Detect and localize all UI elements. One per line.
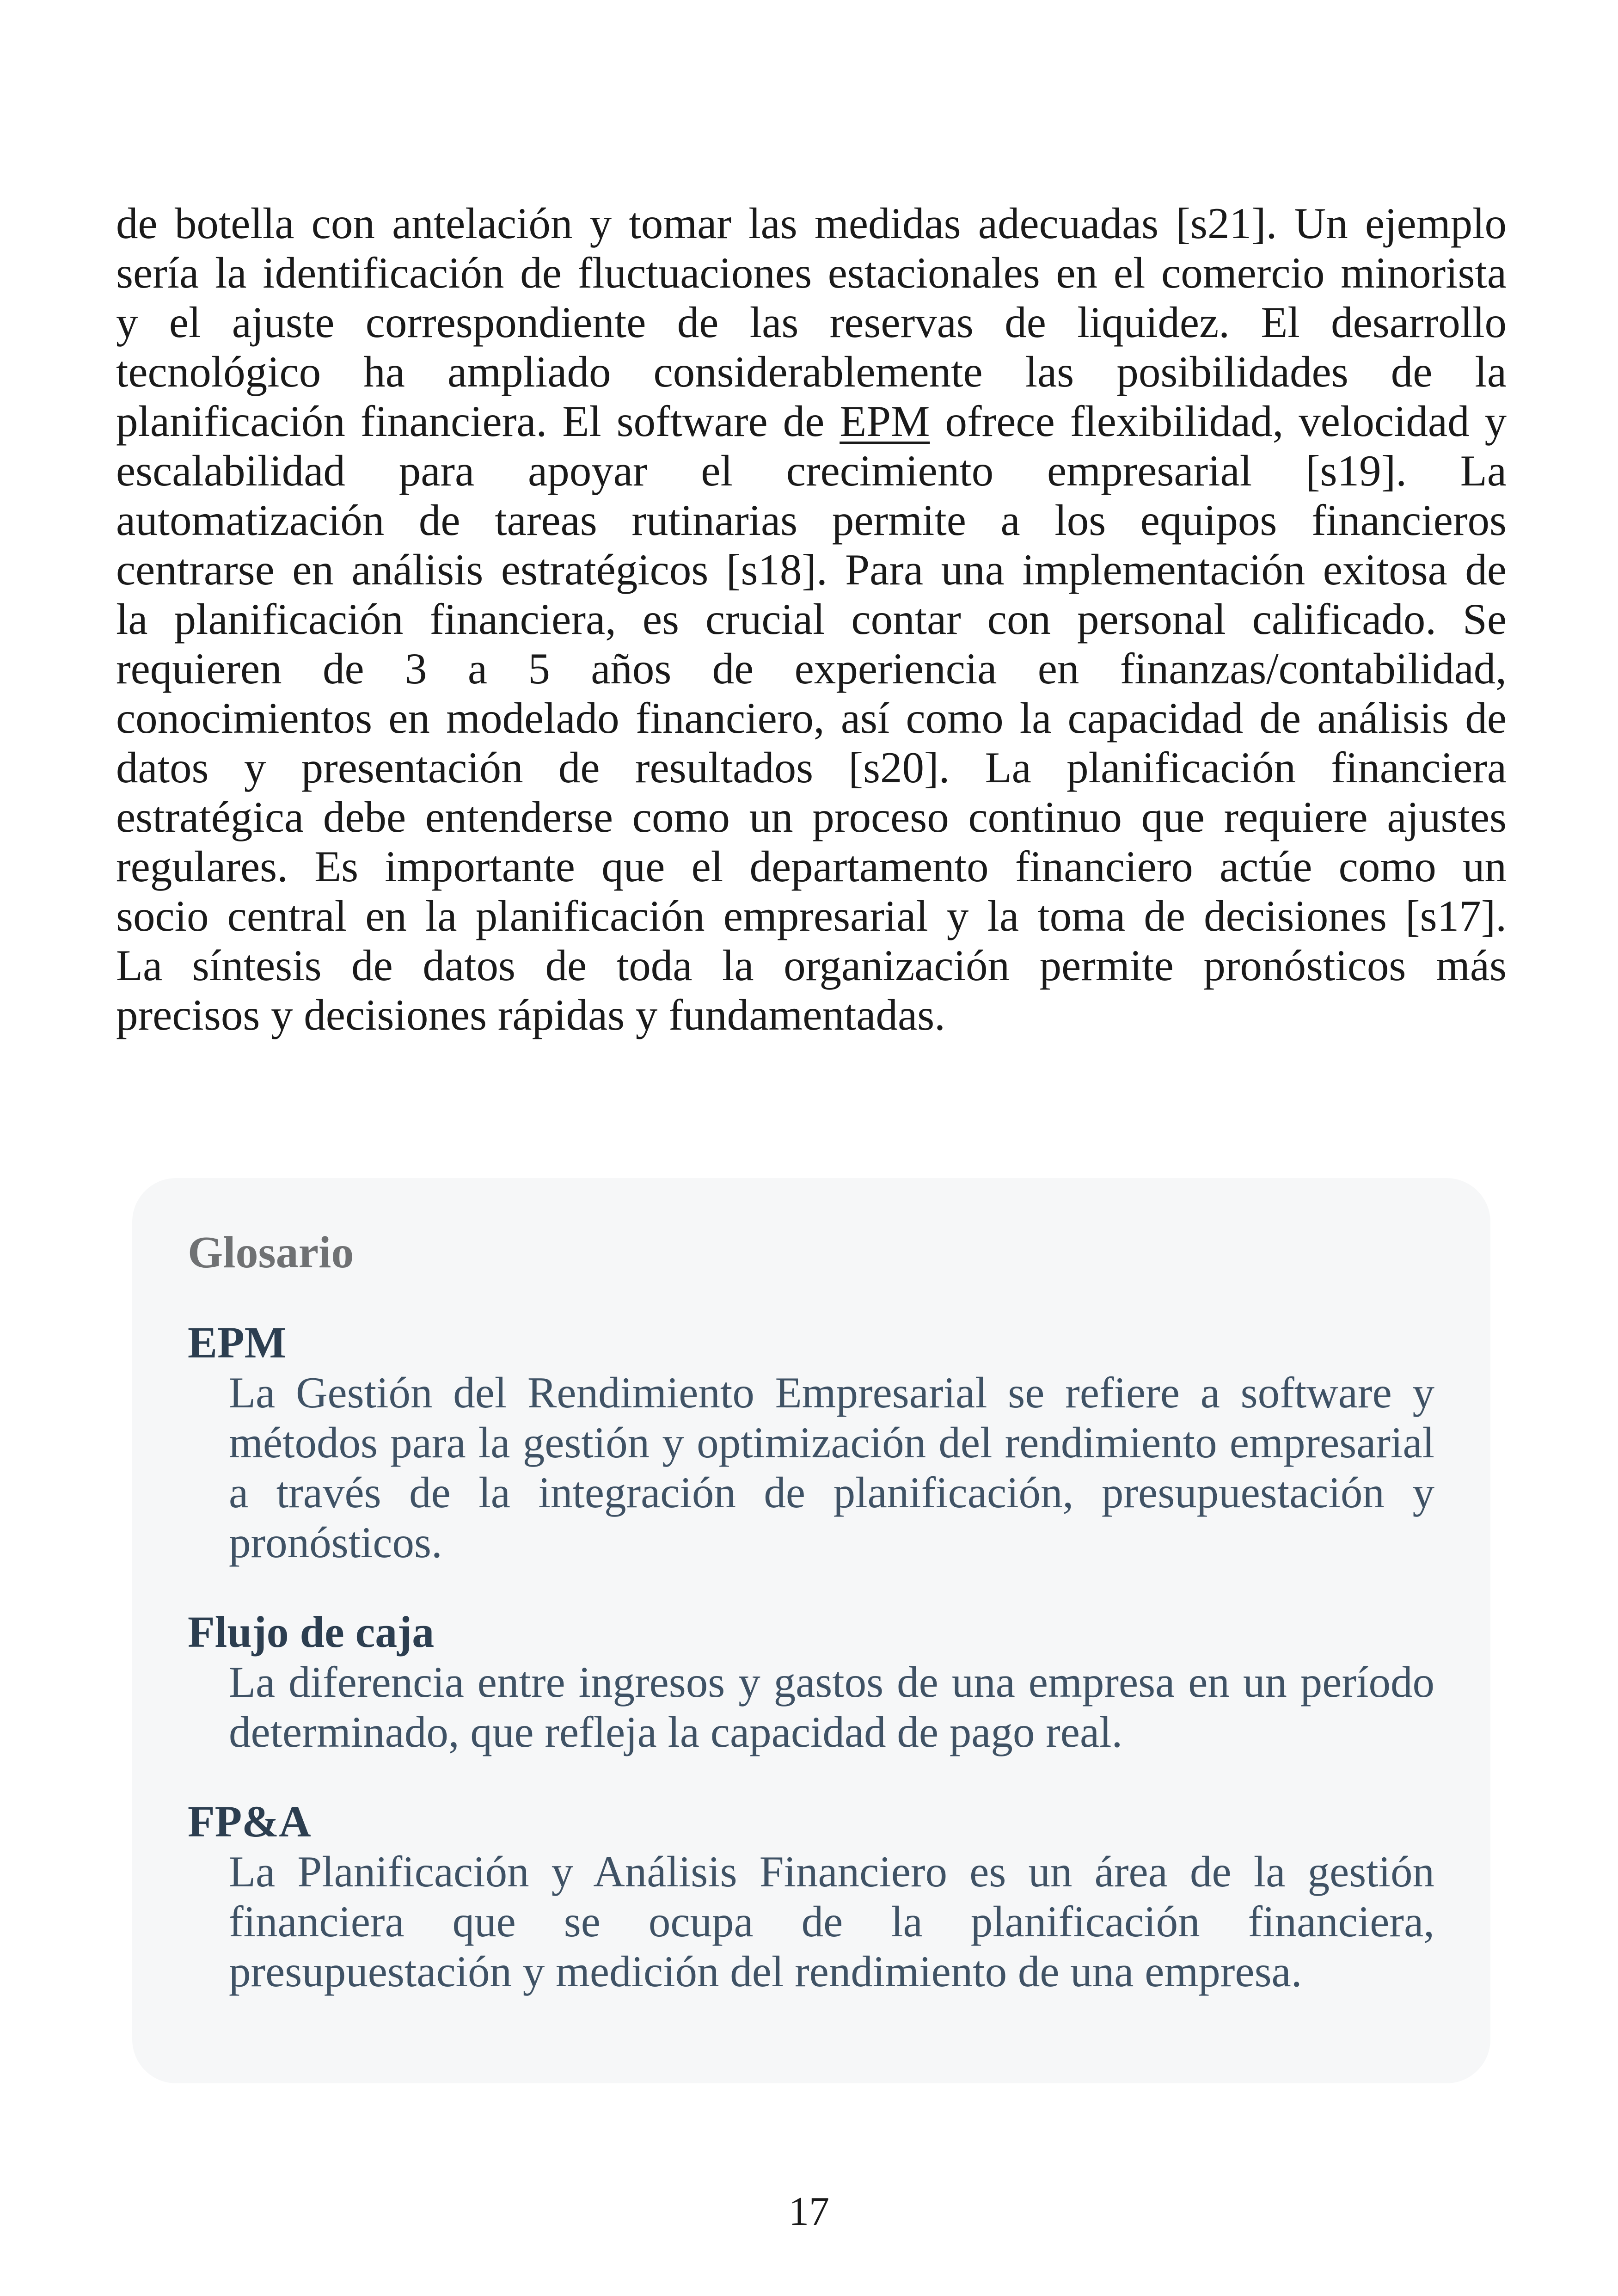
body-text-line: tecnológico ha ampliado considerablemente las posibilidades de la (116, 347, 1507, 396)
body-text (116, 199, 1507, 1040)
body-text-line (116, 397, 1507, 446)
body-text-line: precisos y decisiones rápidas y fundamentadas. (116, 990, 945, 1039)
body-text-line: regulares. Es importante que el departamento financiero actúe como un (116, 842, 1507, 891)
body-text-line: sería la identificación de fluctuaciones estacionales en el comercio minorista (116, 248, 1507, 297)
body-text-line: la planificación financiera, es crucial contar con personal calificado. Se (116, 595, 1507, 644)
body-text-line: conocimientos en modelado financiero, así como la capacidad de análisis de (116, 694, 1507, 743)
glossary-term: FP&A (188, 1797, 311, 1846)
glossary-definition (229, 1847, 1434, 1996)
glossary-term: EPM (188, 1318, 287, 1367)
glossary-definition-line: pronósticos. (229, 1518, 442, 1567)
glossary-link-epm[interactable]: EPM (840, 397, 930, 446)
glossary-definition-line: determinado, que refleja la capacidad de pago real. (229, 1707, 1123, 1756)
glossary-definition-line: métodos para la gestión y optimización del rendimiento empresarial (229, 1418, 1434, 1467)
body-text-line: de botella con antelación y tomar las medidas adecuadas [s21]. Un ejemplo (116, 199, 1507, 248)
body-text-line: y el ajuste correspondiente de las reservas de liquidez. El desarrollo (116, 298, 1507, 347)
body-text-line: centrarse en análisis estratégicos [s18]. Para una implementación exitosa de (116, 545, 1507, 594)
body-text-segment: ofrece flexibilidad, velocidad y (945, 397, 1507, 446)
glossary-definition-line: La Gestión del Rendimiento Empresarial se refiere a software y (229, 1368, 1434, 1417)
body-text-line: automatización de tareas rutinarias permite a los equipos financieros (116, 496, 1507, 545)
body-text-line: estratégica debe entenderse como un proceso continuo que requiere ajustes (116, 792, 1507, 841)
glossary-definition (229, 1368, 1434, 1567)
glossary-definition-line: a través de la integración de planificación, presupuestación y (229, 1468, 1434, 1517)
body-text-line: La síntesis de datos de toda la organización permite pronósticos más (116, 941, 1507, 990)
glossary-entry (188, 1318, 1434, 1567)
glossary-definition-line: financiera que se ocupa de la planificación financiera, (229, 1897, 1434, 1946)
glossary-definition-line: La diferencia entre ingresos y gastos de una empresa en un período (229, 1658, 1434, 1707)
body-text-segment: planificación financiera. El software de (116, 397, 825, 446)
glossary-definition-line: presupuestación y medición del rendimiento de una empresa. (229, 1947, 1302, 1996)
glossary-entry (188, 1797, 1434, 1996)
body-text-line: requieren de 3 a 5 años de experiencia en finanzas/contabilidad, (116, 644, 1507, 693)
body-text-line: escalabilidad para apoyar el crecimiento empresarial [s19]. La (116, 446, 1507, 495)
glossary-entry (188, 1607, 1434, 1757)
glossary-title: Glosario (188, 1228, 354, 1277)
glossary-definition-line: La Planificación y Análisis Financiero es un área de la gestión (229, 1847, 1434, 1896)
glossary-box (132, 1178, 1490, 2083)
body-text-line: datos y presentación de resultados [s20]. La planificación financiera (116, 743, 1507, 792)
glossary-definition (229, 1657, 1434, 1757)
page-number: 17 (789, 2189, 829, 2234)
body-text-line: socio central en la planificación empresarial y la toma de decisiones [s17]. (116, 891, 1507, 940)
glossary-term: Flujo de caja (188, 1607, 435, 1657)
